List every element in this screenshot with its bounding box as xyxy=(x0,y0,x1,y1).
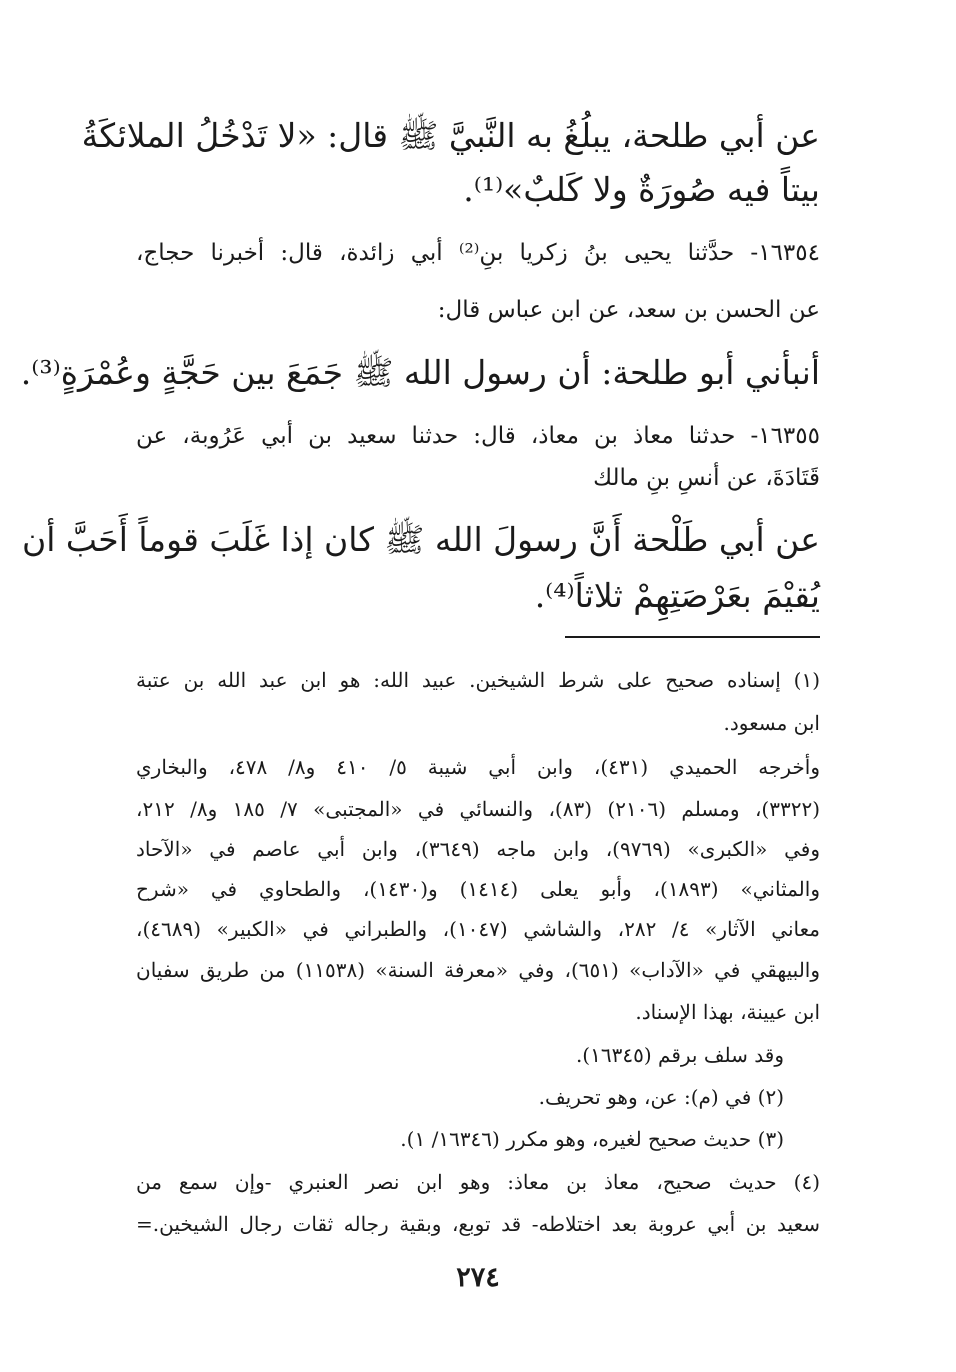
footnote-line: معاني الآثار» ٤/ ٢٨٢، والشاشي (١٠٤٧)، والطبراني في «الكبير» (٤٦٨٩)، xyxy=(136,917,820,941)
isnad-line: عن الحسن بن سعد، عن ابن عباس قال: xyxy=(437,297,820,323)
footnote-line: وقد سلف برقم (١٦٣٤٥). xyxy=(575,1043,784,1067)
footnote-line: وفي «الكبرى» (٩٧٦٩)، وابن ماجه (٣٦٤٩)، وابن أبي عاصم في «الآحاد xyxy=(136,837,820,861)
footnote-separator xyxy=(565,636,820,638)
isnad-line: قَتَادَةَ، عن أنسِ بنِ مالك xyxy=(593,465,820,491)
footnote-line: (٣) حديث صحيح لغيره، وهو مكرر (١٦٣٤٦/ ١). xyxy=(400,1127,784,1151)
footnote-line: (٢) في (م): عن، وهو تحريف. xyxy=(538,1085,784,1109)
footnote-line: والبيهقي في «الآداب» (٦٥١)، وفي «معرفة السنة» (١١٥٣٨) من طريق سفيان xyxy=(136,958,821,982)
isnad-line: ١٦٣٥٤- حدَّثنا يحيى بنُ زكريا بنِ⁽²⁾ أبي زائدة، قال: أخبرنا حجاج، xyxy=(136,240,820,266)
footnote-line: (١) إسناده صحيح على شرط الشيخين. عبيد الله: هو ابن عبد الله بن عتبة xyxy=(136,668,820,692)
hadith-text-line: عن أبي طلحة، يبلُغُ به النَّبيَّ ﷺ قال: «لا تَدْخُلُ الملائكَةُ xyxy=(81,116,820,155)
hadith-text-line: يُقيْمَ بعَرْصَتِهِمْ ثلاثاً⁽⁴⁾. xyxy=(534,576,820,615)
footnote-line: ابن عيينة، بهذا الإسناد. xyxy=(635,1000,820,1024)
footnote-line: والمثاني» (١٨٩٣)، وأبو يعلى (١٤١٤) و(١٤٣٠)، والطحاوي في «شرح xyxy=(136,877,820,901)
footnote-line: وأخرجه الحميدي (٤٣١)، وابن أبي شيبة ٥/ ٤١٠ و٨/ ٤٧٨، والبخاري xyxy=(136,755,821,779)
footnote-line: سعيد بن أبي عروبة بعد اختلاطه- قد توبع، وبقية رجاله ثقات رجال الشيخين.= xyxy=(136,1212,820,1236)
footnote-line: ابن مسعود. xyxy=(723,711,820,735)
page-number: ٢٧٤ xyxy=(456,1262,500,1293)
hadith-text-line: أنبأني أبو طلحة: أن رسول الله ﷺ جَمَعَ بين حَجَّةٍ وعُمْرَةٍ⁽³⁾. xyxy=(20,353,820,392)
footnote-line: (٣٣٢٢)، ومسلم (٢١٠٦) (٨٣)، والنسائي في «المجتبى» ٧/ ١٨٥ و٨/ ٢١٢، xyxy=(136,797,820,821)
isnad-line: ١٦٣٥٥- حدثنا معاذ بن معاذ، قال: حدثنا سعيد بن أبي عَرُوبة، عن xyxy=(136,423,820,449)
hadith-text-line: عن أبي طَلْحة أَنَّ رسولَ الله ﷺ كان إذا غَلَبَ قوماً أَحَبَّ أن xyxy=(22,520,820,559)
hadith-text-line: بيتاً فيه صُورَةٌ ولا كَلبٌ»⁽¹⁾. xyxy=(463,170,820,209)
footnote-line: (٤) حديث صحيح، معاذ بن معاذ: وهو ابن نصر العنبري -وإن سمع من xyxy=(136,1170,820,1194)
